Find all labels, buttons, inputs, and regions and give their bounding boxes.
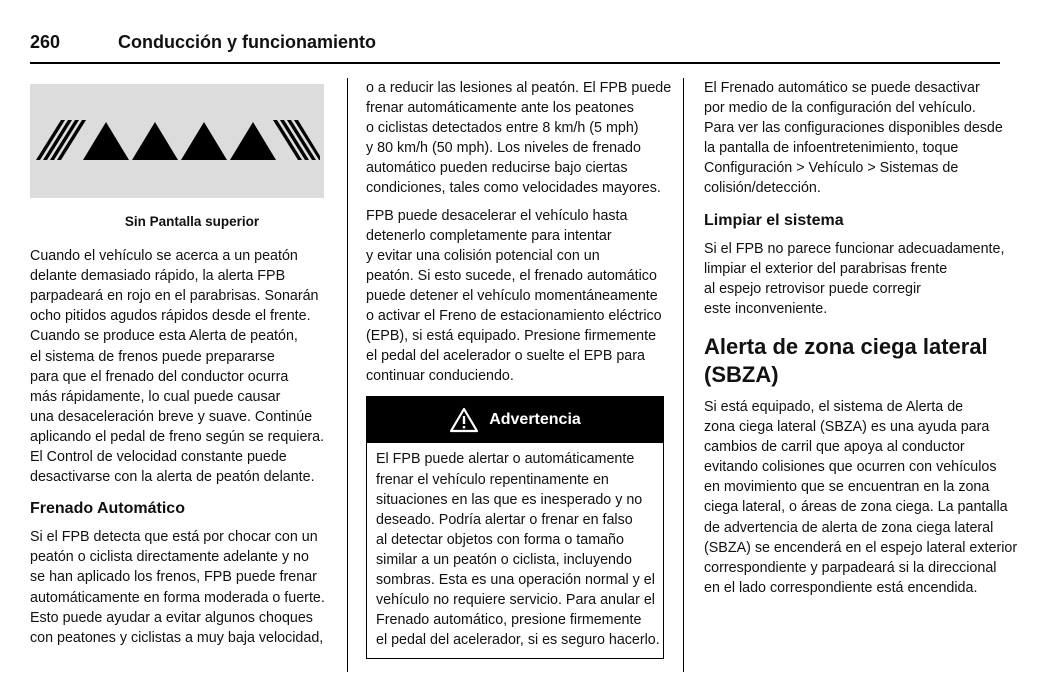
paragraph bbox=[366, 78, 672, 199]
paragraph bbox=[30, 527, 330, 648]
subsection-heading: Limpiar el sistema bbox=[704, 211, 844, 229]
text-line: colisión/detección. bbox=[704, 180, 821, 197]
text-line: Si está equipado, el sistema de Alerta de bbox=[704, 398, 964, 415]
figure-caption: Sin Pantalla superior bbox=[124, 214, 260, 229]
warning-title: Advertencia bbox=[489, 411, 581, 429]
text-line: y 80 km/h (50 mph). Los niveles de frenado bbox=[366, 140, 641, 157]
text-line: FPB puede desacelerar el vehículo hasta bbox=[366, 207, 628, 224]
text-line: el pedal del acelerador o suelte el EPB para bbox=[366, 348, 645, 365]
page-number: 260 bbox=[30, 32, 61, 52]
text-line: El Frenado automático se puede desactivar bbox=[704, 80, 980, 96]
text-line: zona ciega lateral (SBZA) es una ayuda para bbox=[704, 419, 990, 436]
warning-icon bbox=[449, 407, 479, 433]
text-line: y evitar una colisión potencial con un bbox=[366, 247, 600, 264]
text-line: situaciones en las que es inesperado y no bbox=[376, 491, 643, 508]
text-line: condiciones, tales como velocidades mayores. bbox=[366, 180, 661, 197]
text-line: aplicando el pedal de freno según se requiera. bbox=[30, 428, 325, 445]
text-line: Si el FPB no parece funcionar adecuadamente, bbox=[704, 240, 1005, 257]
text-line: delante demasiado rápido, la alerta FPB bbox=[30, 268, 286, 285]
text-line: la pantalla de infoentretenimiento, toque bbox=[704, 140, 959, 157]
section-heading: Alerta de zona ciega lateral (SBZA) bbox=[704, 333, 988, 387]
text-line: similar a un peatón o ciclista, incluyendo bbox=[376, 551, 632, 568]
paragraph bbox=[366, 206, 664, 387]
column-divider bbox=[347, 78, 348, 672]
text-line: Cuando se produce esta Alerta de peatón, bbox=[30, 328, 298, 345]
text-line: frenar automáticamente ante los peatones bbox=[366, 100, 634, 117]
text-line: al detectar objetos con forma o tamaño bbox=[376, 531, 624, 548]
text-line: Configuración > Vehículo > Sistemas de bbox=[704, 160, 959, 177]
text-line: en movimiento que se encuentran en la zona bbox=[704, 479, 990, 496]
text-line: continuar conduciendo. bbox=[366, 368, 514, 385]
paragraph bbox=[704, 397, 1018, 598]
text-line: sombras. Esta es una operación normal y el bbox=[376, 571, 655, 588]
text-line: o a reducir las lesiones al peatón. El FPB puede bbox=[366, 80, 672, 96]
text-line: al espejo retrovisor puede corregir bbox=[704, 280, 921, 297]
column-2 bbox=[366, 78, 672, 659]
text-line: en el lado correspondiente está encendida. bbox=[704, 579, 978, 596]
text-line: limpiar el exterior del parabrisas frente bbox=[704, 260, 948, 277]
text-line: parpadeará en rojo en el parabrisas. Sonarán bbox=[30, 288, 319, 305]
text-line: Cuando el vehículo se acerca a un peatón bbox=[30, 248, 298, 265]
alert-graphic bbox=[30, 84, 324, 198]
text-line: vehículo no requiere servicio. Para anular el bbox=[376, 592, 655, 609]
text-line: El FPB puede alertar o automáticamente bbox=[376, 451, 635, 468]
text-line: Esto puede ayudar a evitar algunos choques bbox=[30, 609, 313, 626]
text-line: Frenado automático, presione firmemente bbox=[376, 612, 642, 629]
text-line: de advertencia de alerta de zona ciega lateral bbox=[704, 519, 994, 536]
paragraph bbox=[704, 239, 1004, 319]
text-line: más rápidamente, lo cual puede causar bbox=[30, 388, 281, 405]
subsection-heading: Frenado Automático bbox=[30, 500, 185, 518]
paragraph bbox=[704, 78, 1004, 199]
text-line: deseado. Podría alertar o frenar en falso bbox=[376, 511, 633, 528]
section-title: Conducción y funcionamiento bbox=[118, 32, 377, 52]
warning-box bbox=[366, 396, 664, 659]
column-1 bbox=[30, 78, 330, 655]
text-line: Para ver las configuraciones disponibles desde bbox=[704, 120, 1003, 137]
paragraph bbox=[30, 246, 330, 487]
text-line: (SBZA) se encenderá en el espejo lateral exterior bbox=[704, 539, 1018, 556]
text-line: una desaceleración breve y suave. Continúe bbox=[30, 408, 313, 425]
warning-header bbox=[367, 397, 663, 443]
text-line: por medio de la configuración del vehículo. bbox=[704, 100, 976, 117]
text-line: para que el frenado del conductor ocurra bbox=[30, 368, 289, 385]
column-divider bbox=[683, 78, 684, 672]
text-line: frenar el vehículo repentinamente en bbox=[376, 471, 609, 488]
text-line: ciega lateral, o áreas de zona ciega. La pantalla bbox=[704, 499, 1008, 516]
text-line: automático pueden reducirse bajo ciertas bbox=[366, 160, 628, 177]
page-header bbox=[30, 30, 1000, 64]
text-line: evitando colisiones que ocurren con vehículos bbox=[704, 459, 997, 476]
text-line: este inconveniente. bbox=[704, 300, 828, 317]
text-line: con peatones y ciclistas a muy baja velocidad, bbox=[30, 629, 324, 646]
pedestrian-alert-icon bbox=[30, 84, 324, 198]
text-line: el pedal del acelerador, si es seguro hacerlo. bbox=[376, 632, 660, 649]
text-line: o ciclistas detectados entre 8 km/h (5 mph) bbox=[366, 120, 639, 137]
warning-body bbox=[367, 443, 663, 658]
text-line: automáticamente en forma moderada o fuerte. bbox=[30, 589, 325, 606]
text-line: se han aplicado los frenos, FPB puede frenar bbox=[30, 569, 317, 586]
text-line: peatón o ciclista directamente adelante y no bbox=[30, 549, 309, 566]
text-line: puede detener el vehículo momentáneamente bbox=[366, 287, 658, 304]
column-3 bbox=[704, 78, 1018, 605]
text-line: peatón. Si esto sucede, el frenado automático bbox=[366, 267, 657, 284]
text-line: el sistema de frenos puede prepararse bbox=[30, 348, 275, 365]
text-line: (EPB), si está equipado. Presione firmemente bbox=[366, 328, 657, 345]
text-line: El Control de velocidad constante puede bbox=[30, 449, 287, 466]
text-line: Si el FPB detecta que está por chocar con un bbox=[30, 529, 318, 546]
text-line: ocho pitidos agudos rápidos desde el frente. bbox=[30, 308, 311, 325]
text-line: desactivarse con la alerta de peatón delante. bbox=[30, 469, 315, 486]
text-line: detenerlo completamente para intentar bbox=[366, 227, 612, 244]
text-line: cambios de carril que apoya al conductor bbox=[704, 439, 965, 456]
text-line: o activar el Freno de estacionamiento eléctrico bbox=[366, 308, 662, 325]
text-line: correspondiente y parpadeará si la direccional bbox=[704, 559, 997, 576]
